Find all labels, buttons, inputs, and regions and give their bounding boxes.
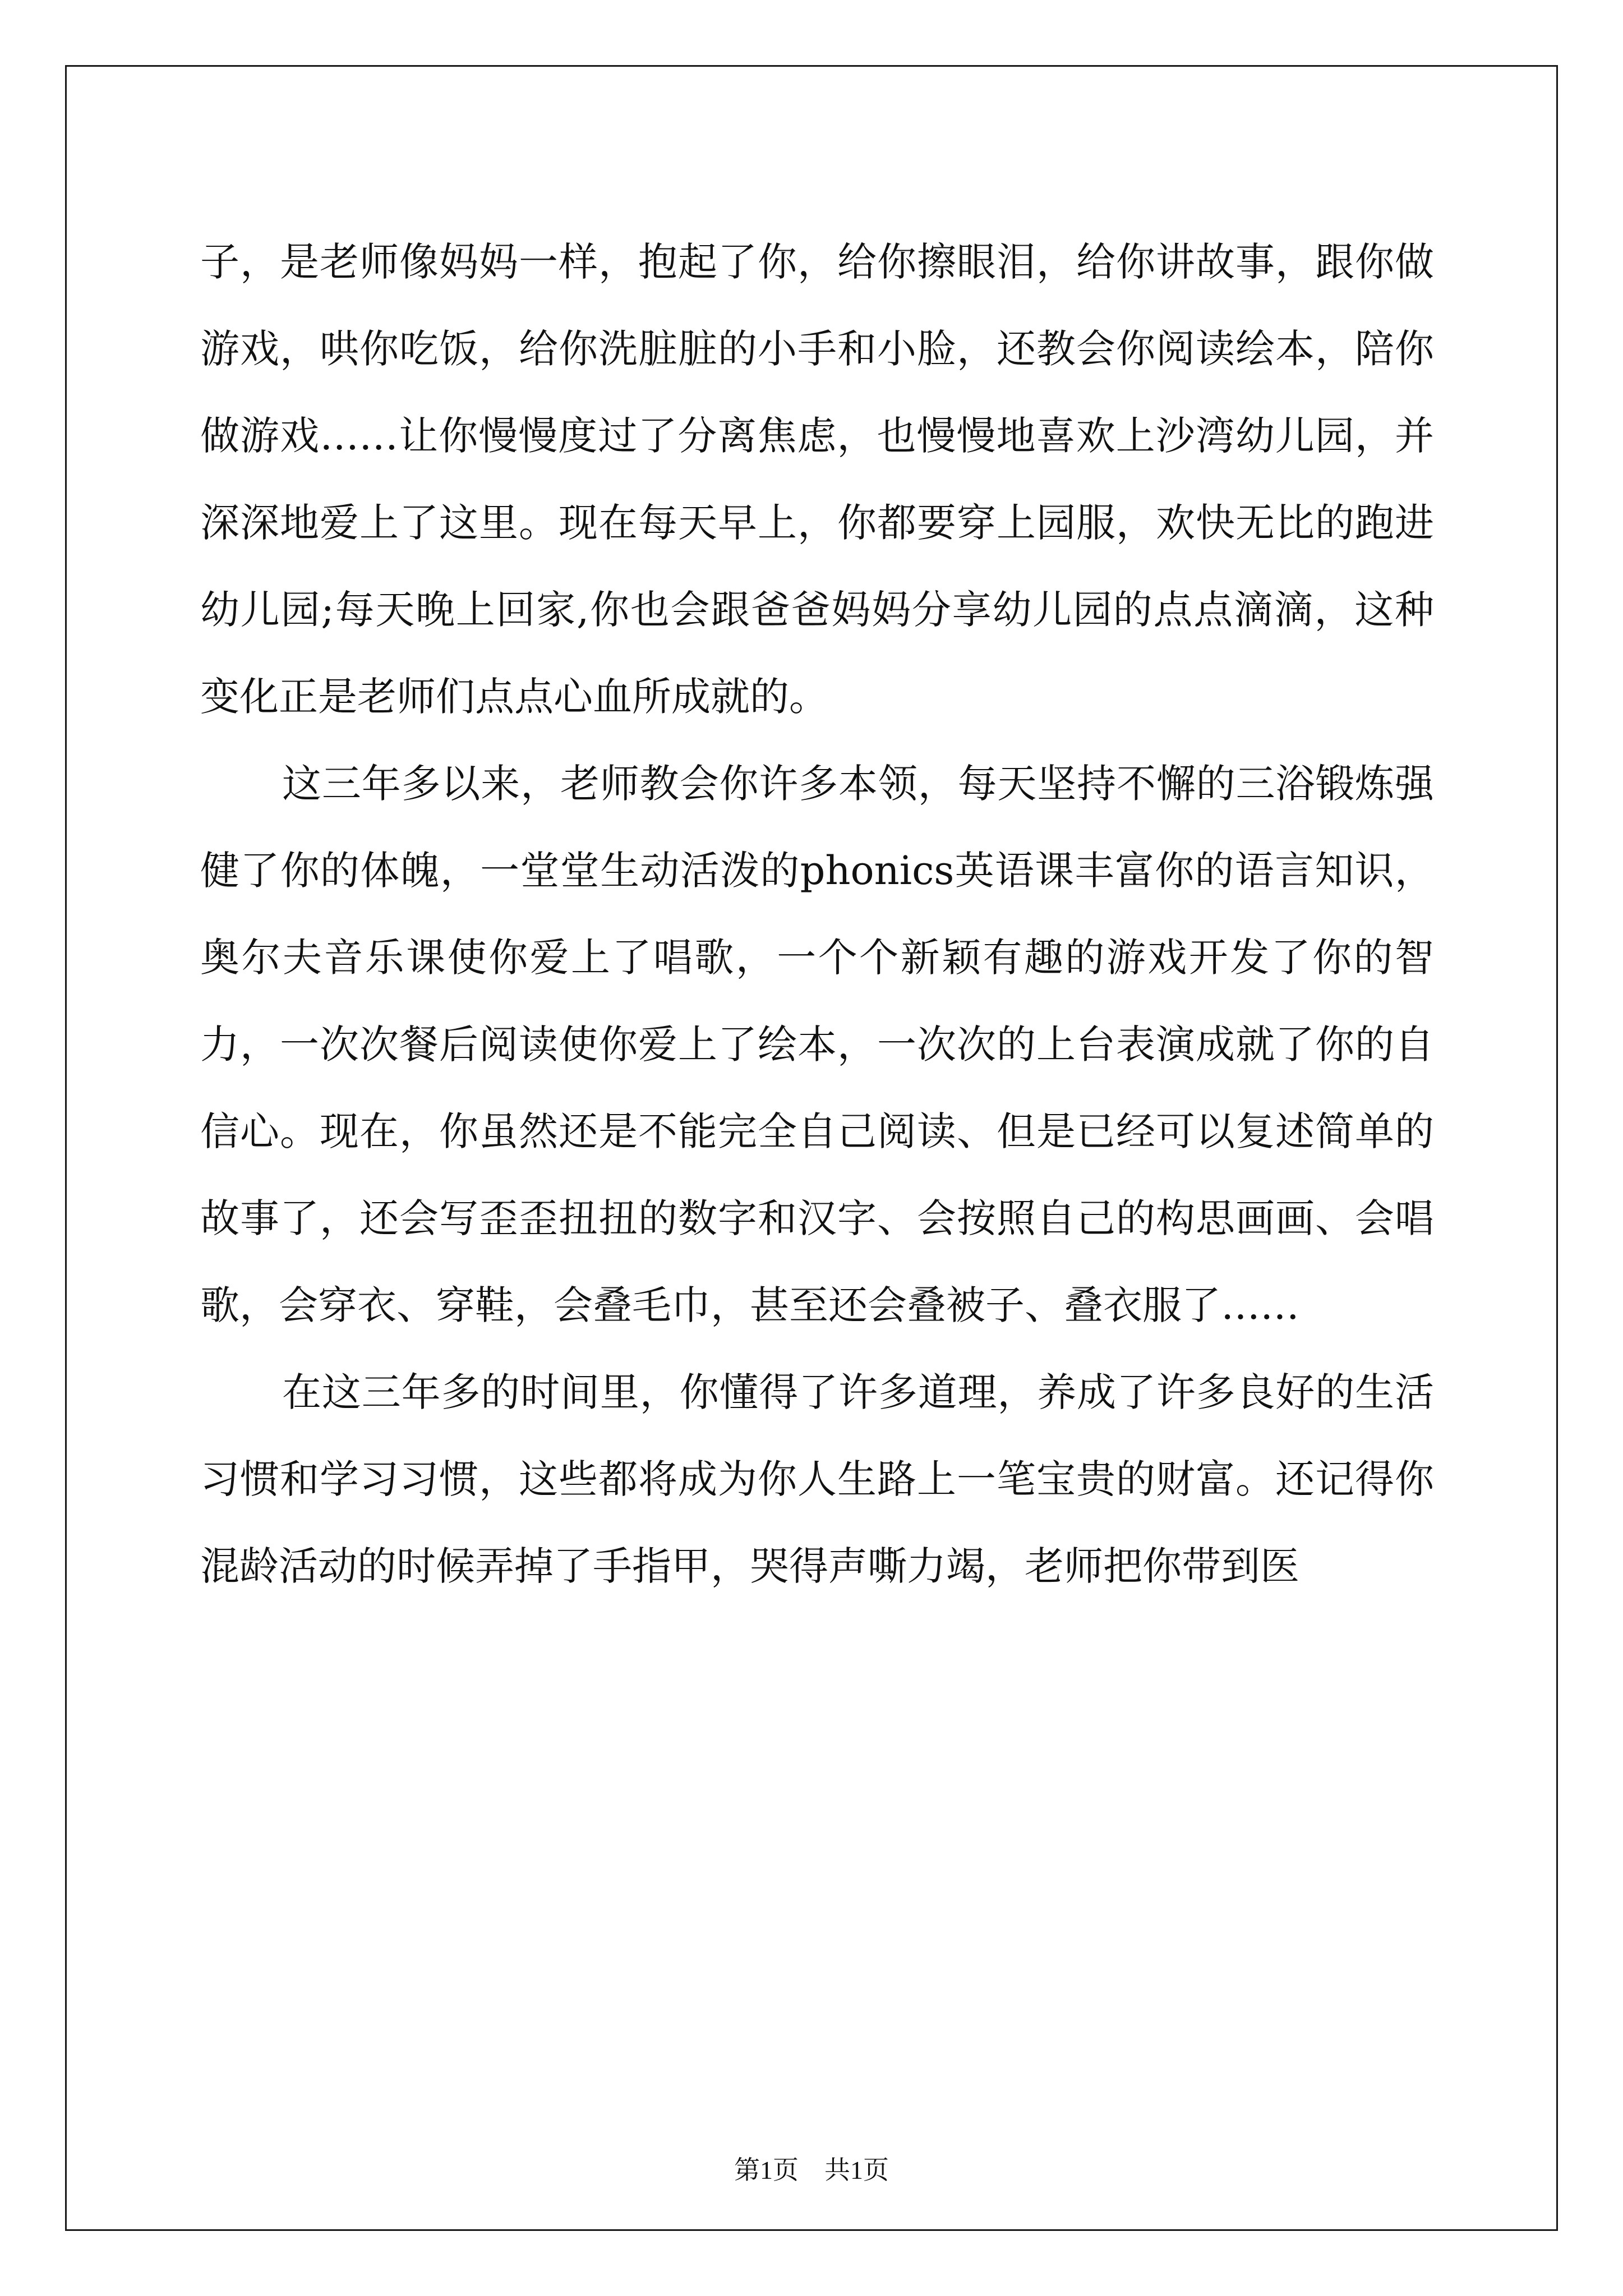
page-number-footer: 第1页 共1页 <box>734 2156 889 2184</box>
paragraph-skills: 这三年多以来，老师教会你许多本领，每天坚持不懈的三浴锻炼强健了你的体魄，一堂堂生动活泼的phonics英语课丰富你的语言知识，奥尔夫音乐课使你爱上了唱歌，一个个新颖有趣的游戏开发了你的智力，一次次餐后阅读使你爱上了绘本，一次次的上台表演成就了你的自信心。现在，你虽然还是不能完全自己阅读、但是已经可以复述简单的故事了，还会写歪歪扭扭的数字和汉字、会按照自己的构思画画、会唱歌，会穿衣、穿鞋，会叠毛巾，甚至还会叠被子、叠衣服了…… <box>200 761 1434 1328</box>
paragraph-habits: 在这三年多的时间里，你懂得了许多道理，养成了许多良好的生活习惯和学习习惯，这些都将成为你人生路上一笔宝贵的财富。还记得你混龄活动的时候弄掉了手指甲，哭得声嘶力竭，老师把你带到医 <box>200 1369 1434 1589</box>
paragraph-continuation: 子，是老师像妈妈一样，抱起了你，给你擦眼泪，给你讲故事，跟你做游戏，哄你吃饭，给你洗脏脏的小手和小脸，还教会你阅读绘本，陪你做游戏……让你慢慢度过了分离焦虑，也慢慢地喜欢上沙湾幼儿园，并深深地爱上了这里。现在每天早上，你都要穿上园服，欢快无比的跑进幼儿园;每天晚上回家,你也会跟爸爸妈妈分享幼儿园的点点滴滴，这种变化正是老师们点点心血所成就的。 <box>200 239 1434 720</box>
document-body <box>200 219 1434 1610</box>
